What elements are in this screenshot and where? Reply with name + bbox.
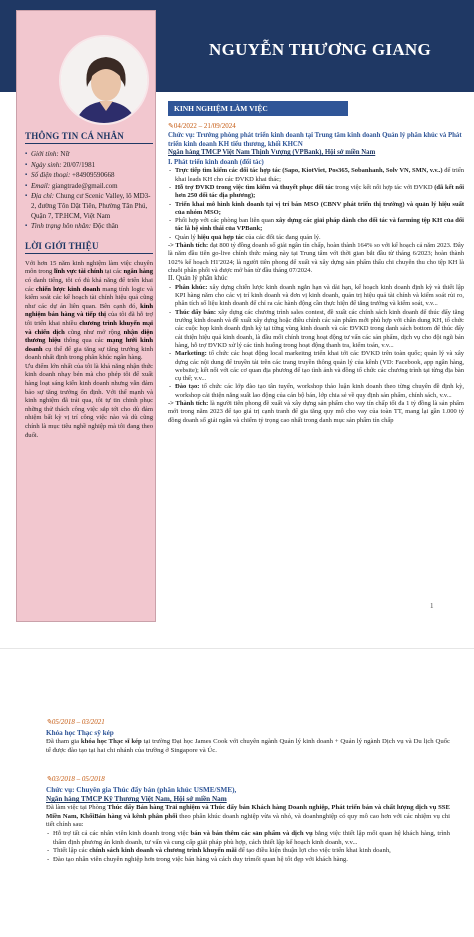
candidate-name: NGUYỄN THƯƠNG GIANG (209, 40, 431, 59)
page-divider (0, 648, 474, 649)
pen-icon: ✎ (168, 122, 174, 130)
job1-subheading-1: I. Phát triển kinh doanh (đối tác) (168, 158, 264, 166)
job2-role: Chức vụ: Chuyên gia Thúc đẩy bán (phân khúc USME/SME), (46, 786, 237, 795)
experience-section (168, 98, 464, 425)
job1-result-1: -> Thành tích: đạt 800 tỷ đồng doanh số giải ngân tín chấp, hoàn thành 164% so với kế hoạch cả năm 2023. Đây là năm đầu tiên go-live chính thức mảng này tại Trung tâm với thời gian bắt đầu từ tháng 6/2023; hoàn thành 102% kế hoạch H1'2024; là người tiên phong để xuất và xây dựng sản phẩm thấu chi chuyên thu cho tệp KH là chuỗi phân phối và được mở bán từ đầu tháng 07/2024. (168, 242, 464, 274)
job1-date: ✎04/2022 – 21/09/2024 (168, 122, 236, 130)
job1-org: Ngân hàng TMCP Việt Nam Thịnh Vượng (VPBank), Hội sở miền Nam (168, 149, 376, 157)
job1-bullet-3: - Triển khai mô hình kinh doanh tại vị trí bán MSO (CBNV phát triển thị trường) và quản lý hiệu suất của nhóm MSO; (168, 201, 464, 218)
experience-heading: KINH NGHIỆM LÀM VIỆC (168, 101, 348, 116)
cv-page-2 (0, 690, 474, 937)
job2-bullet-1: - Hỗ trợ tất cả các nhân viên kinh doanh trong việc bán và bán thêm các sản phẩm và dịch vụ bằng việc thiết lập mối quan hệ khách hàng, trình thẩm định phương án kinh doanh, tư vấn và cung cấp giải pháp phù hợp, cách thiết lập kế hoạch kinh doanh, v.v... (46, 830, 450, 847)
profile-photo-icon (61, 37, 149, 125)
job2-bullet-2: - Thiết lập các chính sách kinh doanh và chương trình khuyến mãi để tạo điều kiện thuận lợi cho việc triển khai kinh doanh, (46, 847, 450, 856)
avatar (59, 35, 149, 125)
sidebar (16, 10, 156, 622)
job1-bullet-5: - Quản lý hiệu quả hợp tác của các đối tác đang quản lý. (168, 234, 464, 242)
personal-info-heading: THÔNG TIN CÁ NHÂN (25, 131, 153, 144)
job2-description: Đã làm việc tại Phòng Thúc đẩy Bán hàng Trải nghiệm và Thúc đẩy bán Khách hàng Doanh nghiệp, Phát triển bán và chất lượng dịch vụ SSE Miền Nam, KhốiBán hàng và kênh phân phối theo phân khúc doanh nghiệp vừa và nhỏ, và doanhnghiệp có quy mô cao hơn với các nhiệm vụ chi tiết chính sau: (46, 804, 450, 829)
page-number: 1 (430, 602, 434, 610)
intro-heading: LỜI GIỚI THIỆU (25, 241, 153, 254)
job1-duty-segment: - Phân khúc: xây dựng chiến lược kinh doanh ngắn hạn và dài hạn, kế hoạch kinh doanh định kỳ và thiết lập KPI hàng năm cho các vị trí kinh doanh và đơn vị kinh doanh, quản trị hiệu quả tài chính và kiểm soát rủi ro, phân tích số liệu kinh doanh để chỉ ra các hành động cần thực hiện để tăng trưởng và kiểm soát, v.v... (168, 284, 464, 309)
info-email: ▪ Email: giangtrade@gmail.com (25, 182, 153, 192)
info-phone: ▪ Số điện thoại: +84909590668 (25, 171, 153, 181)
job1-duty-sales: - Thúc đẩy bán: xây dựng các chương trình sales contest, đề xuất các chính sách kinh doanh để thúc đẩy tăng trưởng kinh doanh và đề xuất xây dựng hoặc điều chỉnh các sản phẩm mới phù hợp với chân dung KH, tổ chức các cuộc họp kinh doanh định kỳ tại từng vùng kinh doanh và các ĐVKD trong danh sách bottom để thúc đẩy cải thiện hiệu quả kinh doanh, là đầu mối chính trong hoạt động tư vấn các sản phẩm, dịch vụ cho đội ngũ bán hàng, hỗ trợ ĐVKD xử lý các tình huống trong hoạt động thanh tra, kiểm toán, v.v... (168, 309, 464, 350)
info-gender: ▪ Giới tính: Nữ (25, 150, 153, 160)
edu-description: Đã tham gia khóa học Thạc sĩ kép tại trường Đại học James Cook với chuyên ngành Quản lý kinh doanh + Quản lý ngành Dịch vụ và Du lịch Quốc tế được đào tạo tại hai chi nhánh của trường ở Singapore và Úc. (46, 738, 450, 754)
job2-date: ✎03/2018 – 05/2018 (46, 775, 105, 784)
intro-paragraph-2: Ưu điểm lớn nhất của tôi là khả năng nhận thức kinh doanh nhạy bén mà cho phép tôi để xuất hàng loạt sáng kiến kinh doanh nhưng vẫn đảm bảo sự tăng trưởng ổn định. Với thế mạnh và kinh nghiệm đã trải qua, tôi tự tin chinh phục những thử thách công việc sắp tới cho dù đảm nhiệm bất kỳ vị trí công việc nào và dù cũng chính là mục tiêu nghề nghiệp mà tôi đang theo đuổi. (25, 362, 153, 439)
edu-date: ✎05/2018 – 03/2021 (46, 718, 105, 726)
pen-icon: ✎ (46, 775, 52, 784)
info-birthday: ▪ Ngày sinh: 20/07/1981 (25, 161, 153, 171)
job2-bullet-3: - Đào tạo nhân viên chuyên nghiệp hơn trong việc bán hàng và cách duy trìmối quan hệ tốt đẹp với khách hàng. (46, 856, 450, 865)
info-marital-status: ▪ Tình trạng hôn nhân: Độc thân (25, 222, 153, 232)
job1-subheading-2: II. Quản lý phân khúc (168, 275, 228, 283)
job1-result-2: -> Thành tích: là người tiên phong đề xuất và xây dựng sản phẩm cho vay tín chấp tối đa 1 tỷ đồng là sản phẩm mới trong năm 2023 để tạo giá trị cạnh tranh để gia tăng quy mô cho vay của toàn TT, mang lại gần 1.000 tỷ đồng doanh số giải ngân và chiếm tỷ trọng cao nhất trong danh mục sản phẩm tín chấp (168, 399, 464, 424)
job1-bullet-4: - Phối hợp với các phòng ban liên quan xây dựng các giải pháp dành cho đối tác và farming tệp KH của đối tác là hệ sinh thái của VPBank; (168, 217, 464, 234)
intro-paragraph-1: Với hơn 15 năm kinh nghiệm làm việc chuyên môn trong lĩnh vực tài chính tại các ngân hàng có danh tiếng, tôi có đủ khả năng để triển khai các chiến lược kinh doanh mang tính logic và kiểm soát các kế hoạch tài chính hiệu quả cũng như các dự án liên quan. Bên cạnh đó, kinh nghiệm bán hàng và tiếp thị của tôi đã hỗ trợ tôi triển khai nhiều chương trình khuyến mại và chiến dịch cũng như mở rộng nhận diện thương hiệu thông qua các mạng lưới kinh doanh cụ thể để gia tăng sự tăng trưởng kinh doanh nhất định trong phân khúc ngân hàng. (25, 259, 154, 362)
job2-org: Ngân hàng TMCP Kỹ Thương Việt Nam, Hội sở miền Nam (46, 795, 227, 804)
job1-duty-marketing: - Marketing: tổ chức các hoạt động local markeitng triển khai tới các ĐVKD trên toàn quốc; quản lý và xây dựng các nội dung để truyền tải trên các trang truyền thông quản lý của kênh (VD: Facebook, app ngân hàng, website); kết nối với các cơ quan địa phương để tạo tình ảnh và đồng tổ chức các chương trình tại từng địa bàn cụ thể; v.v... (168, 350, 464, 383)
pen-icon: ✎ (46, 718, 52, 726)
job1-role: Chức vụ: Trưởng phòng phát triển kinh doanh tại Trung tâm kinh doanh Quản lý phân khúc và Phát triển kinh doanh KH tiểu thương, khối KHCN (168, 132, 462, 148)
info-address: ▪ Địa chỉ: Chung cư Scenic Valley, lô MD3-2, đường Tôn Dật Tiên, Phường Tân Phú, Quận 7, TP.HCM, Việt Nam (25, 192, 153, 221)
job1-duty-training: - Đào tạo: tổ chức các lớp đào tạo tân tuyển, workshop thảo luận kinh doanh theo từng chuyên đề định kỳ, workshop cải thiện năng suất lao động của cán bộ bán, lớp chia sẻ về quy định sản phẩm, chính sách, v.v... (168, 383, 464, 400)
job1-bullet-1: - Trực tiếp tìm kiếm các đối tác hợp tác (Sapo, KiotViet, Pos365, Sobanhanh, Solv VN, SMN, v.v..) để triển khai leads KH cho các ĐVKD khai thác; (168, 167, 464, 184)
job1-bullet-2: - Hỗ trợ ĐVKD trong việc tìm kiếm và thuyết phục đối tác trong việc kết nối hợp tác với ĐVKD (đã kết nối hơn 250 đối tác địa phương); (168, 184, 464, 201)
edu-title: Khóa học Thạc sỹ kép (46, 729, 114, 737)
personal-info-list (25, 150, 153, 232)
